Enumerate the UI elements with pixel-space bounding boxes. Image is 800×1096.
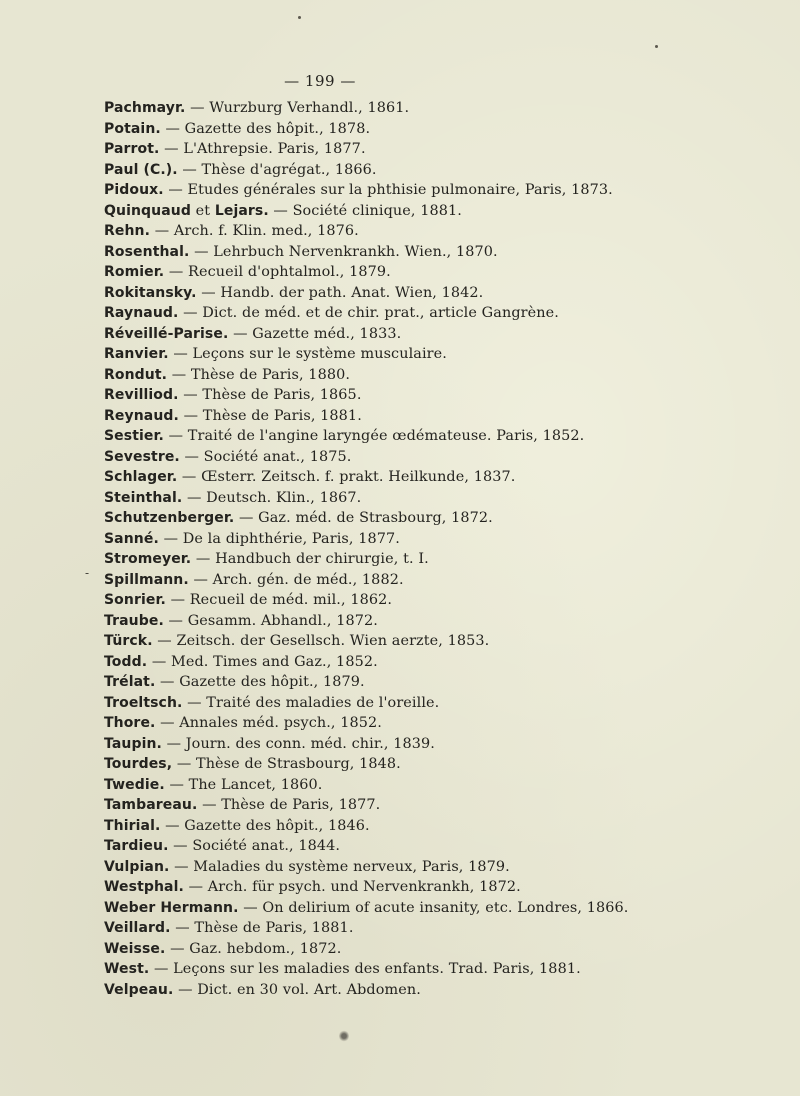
entry-reference: — Gazette des hôpit., 1879.	[155, 674, 365, 690]
entry-author: Spillmann.	[104, 571, 189, 588]
bibliography-entry	[104, 734, 624, 755]
entry-author: Lejars.	[214, 202, 269, 219]
entry-reference: — Leçons sur les maladies des enfants. Trad. Paris, 1881.	[149, 961, 581, 977]
entry-reference: et	[190, 202, 215, 219]
bibliography-entry	[104, 508, 624, 529]
entry-author: Revilliod.	[104, 387, 179, 403]
bibliography-entry	[104, 754, 624, 775]
paper-speck	[298, 16, 301, 19]
entry-author: Rosenthal.	[104, 243, 190, 260]
entry-reference: — On delirium of acute insanity, etc. Londres, 1866.	[238, 899, 629, 916]
entry-reference: — Gazette méd., 1833.	[228, 325, 402, 342]
bibliography-entry	[104, 549, 624, 570]
entry-reference: — Wurzburg Verhandl., 1861.	[185, 100, 410, 116]
entry-reference: — Gaz. hebdom., 1872.	[165, 940, 342, 957]
paper-speck	[655, 45, 658, 48]
entry-author: Todd.	[104, 653, 148, 670]
entry-author: Weber Hermann.	[104, 899, 239, 916]
entry-author: Veillard.	[104, 920, 171, 936]
bibliography-entry	[104, 898, 629, 919]
bibliography-entry	[104, 775, 624, 796]
bibliography-entry	[104, 611, 624, 632]
entry-author: Taupin.	[104, 735, 162, 752]
bibliography-entry	[104, 283, 624, 304]
bibliography-entry	[104, 344, 624, 365]
entry-reference: — Arch. gén. de méd., 1882.	[188, 571, 404, 588]
entry-author: Raynaud.	[104, 305, 179, 321]
entry-reference: — Thèse de Paris, 1880.	[167, 366, 351, 383]
entry-reference: — Thèse de Paris, 1881.	[170, 920, 354, 936]
bibliography-entry	[104, 201, 624, 222]
entry-author: Twedie.	[104, 776, 165, 793]
bibliography-entry	[104, 590, 624, 611]
bibliography-entry	[104, 139, 624, 160]
bibliography-entry	[104, 939, 624, 960]
entry-author: Schutzenberger.	[104, 510, 235, 526]
bibliography-entry	[104, 980, 624, 1001]
entry-author: Tardieu.	[104, 838, 169, 854]
entry-reference: — Gaz. méd. de Strasbourg, 1872.	[234, 510, 493, 526]
entry-author: Stromeyer.	[104, 551, 192, 567]
entry-author: Parrot.	[104, 141, 160, 157]
bibliography-list	[104, 98, 629, 1000]
bibliography-entry	[104, 98, 624, 119]
bibliography-entry	[104, 652, 624, 673]
bibliography-entry	[104, 713, 624, 734]
entry-author: Tourdes,	[104, 756, 173, 772]
entry-reference: — Dict. de méd. et de chir. prat., article Gangrène.	[178, 305, 559, 321]
entry-author: Paul (C.).	[104, 161, 178, 178]
entry-reference: — De la diphthérie, Paris, 1877.	[158, 530, 400, 547]
entry-author: Schlager.	[104, 469, 178, 485]
bibliography-entry	[104, 836, 624, 857]
entry-reference: — Thèse de Paris, 1865.	[178, 387, 362, 403]
entry-reference: — Société anat., 1875.	[179, 448, 352, 465]
entry-reference: — Gazette des hôpit., 1846.	[160, 817, 370, 834]
entry-reference: — Med. Times and Gaz., 1852.	[147, 653, 378, 670]
bibliography-entry	[104, 795, 624, 816]
entry-reference: — Œsterr. Zeitsch. f. prakt. Heilkunde, 1837.	[177, 469, 516, 485]
bibliography-entry	[104, 406, 624, 427]
entry-reference: — Thèse de Paris, 1877.	[197, 797, 381, 813]
entry-author: Rondut.	[104, 366, 168, 383]
entry-author: Sonrier.	[104, 592, 166, 608]
bibliography-entry	[104, 816, 624, 837]
bibliography-entry	[104, 672, 624, 693]
bibliography-entry	[104, 119, 624, 140]
entry-author: Pidoux.	[104, 182, 164, 198]
entry-author: Romier.	[104, 264, 165, 280]
entry-reference: — Maladies du système nerveux, Paris, 1879.	[169, 858, 510, 875]
entry-author: Réveillé-Parise.	[104, 325, 229, 342]
entry-reference: — Société clinique, 1881.	[268, 202, 462, 219]
entry-reference: — Dict. en 30 vol. Art. Abdomen.	[173, 981, 421, 998]
entry-author: Reynaud.	[104, 407, 179, 424]
entry-author: Pachmayr.	[104, 100, 186, 116]
bibliography-entry	[104, 262, 624, 283]
entry-reference: — Arch. f. Klin. med., 1876.	[150, 223, 359, 239]
entry-reference: — Zeitsch. der Gesellsch. Wien aerzte, 1853.	[152, 633, 490, 649]
bibliography-entry	[104, 467, 624, 488]
bibliography-entry	[104, 877, 624, 898]
bibliography-entry	[104, 180, 624, 201]
bibliography-entry	[104, 529, 624, 550]
entry-reference: — Handb. der path. Anat. Wien, 1842.	[196, 284, 484, 301]
page-number: — 199 —	[284, 72, 356, 90]
entry-author: Quinquaud	[104, 202, 191, 219]
page-ornament	[339, 1030, 349, 1042]
entry-reference: — Lehrbuch Nervenkrankh. Wien., 1870.	[189, 243, 498, 260]
entry-author: Tambareau.	[104, 797, 198, 813]
entry-reference: — Annales méd. psych., 1852.	[155, 715, 382, 731]
entry-reference: — Gesamm. Abhandl., 1872.	[163, 612, 378, 629]
entry-author: Rehn.	[104, 223, 151, 239]
entry-author: Ranvier.	[104, 346, 169, 362]
entry-reference: — Leçons sur le système musculaire.	[168, 346, 447, 362]
bibliography-entry	[104, 160, 624, 181]
entry-reference: — Traité de l'angine laryngée œdémateuse. Paris, 1852.	[163, 428, 585, 444]
entry-reference: — Etudes générales sur la phthisie pulmonaire, Paris, 1873.	[163, 182, 613, 198]
entry-author: Sanné.	[104, 530, 159, 547]
entry-author: Vulpian.	[104, 858, 170, 875]
bibliography-entry	[104, 959, 624, 980]
entry-author: Velpeau.	[104, 981, 174, 998]
entry-author: Steinthal.	[104, 489, 183, 506]
entry-author: Troeltsch.	[104, 694, 183, 711]
bibliography-entry	[104, 365, 624, 386]
entry-author: Trélat.	[104, 674, 156, 690]
entry-author: Weisse.	[104, 940, 166, 957]
entry-reference: — L'Athrepsie. Paris, 1877.	[159, 141, 366, 157]
entry-author: Traube.	[104, 612, 164, 629]
entry-author: West.	[104, 961, 150, 977]
bibliography-entry	[104, 570, 624, 591]
entry-author: Sestier.	[104, 428, 164, 444]
entry-author: Türck.	[104, 633, 153, 649]
bibliography-entry	[104, 631, 624, 652]
bibliography-entry	[104, 488, 624, 509]
bibliography-entry	[104, 242, 624, 263]
entry-reference: — Traité des maladies de l'oreille.	[182, 694, 440, 711]
entry-author: Westphal.	[104, 879, 184, 895]
entry-reference: — Arch. für psych. und Nervenkrankh, 1872.	[183, 879, 521, 895]
bibliography-entry	[104, 857, 624, 878]
entry-author: Potain.	[104, 120, 161, 137]
entry-reference: — Recueil d'ophtalmol., 1879.	[164, 264, 391, 280]
entry-author: Rokitansky.	[104, 284, 197, 301]
entry-reference: — Thèse d'agrégat., 1866.	[177, 161, 377, 178]
bibliography-entry	[104, 447, 624, 468]
bibliography-entry	[104, 693, 624, 714]
entry-reference: — Thèse de Paris, 1881.	[178, 407, 362, 424]
entry-author: Sevestre.	[104, 448, 180, 465]
entry-reference: — Thèse de Strasbourg, 1848.	[172, 756, 401, 772]
entry-reference: — The Lancet, 1860.	[164, 776, 323, 793]
entry-author: Thore.	[104, 715, 156, 731]
entry-reference: — Recueil de méd. mil., 1862.	[165, 592, 393, 608]
margin-mark: -	[85, 566, 90, 580]
entry-reference: — Journ. des conn. méd. chir., 1839.	[161, 735, 435, 752]
entry-reference: — Deutsch. Klin., 1867.	[182, 489, 362, 506]
entry-reference: — Gazette des hôpit., 1878.	[160, 120, 371, 137]
bibliography-entry	[104, 324, 624, 345]
bibliography-entry	[104, 303, 624, 324]
bibliography-entry	[104, 221, 624, 242]
entry-author: Thirial.	[104, 817, 161, 834]
bibliography-entry	[104, 426, 624, 447]
entry-reference: — Société anat., 1844.	[168, 838, 341, 854]
bibliography-entry	[104, 918, 624, 939]
bibliography-entry	[104, 385, 624, 406]
entry-reference: — Handbuch der chirurgie, t. I.	[191, 551, 429, 567]
